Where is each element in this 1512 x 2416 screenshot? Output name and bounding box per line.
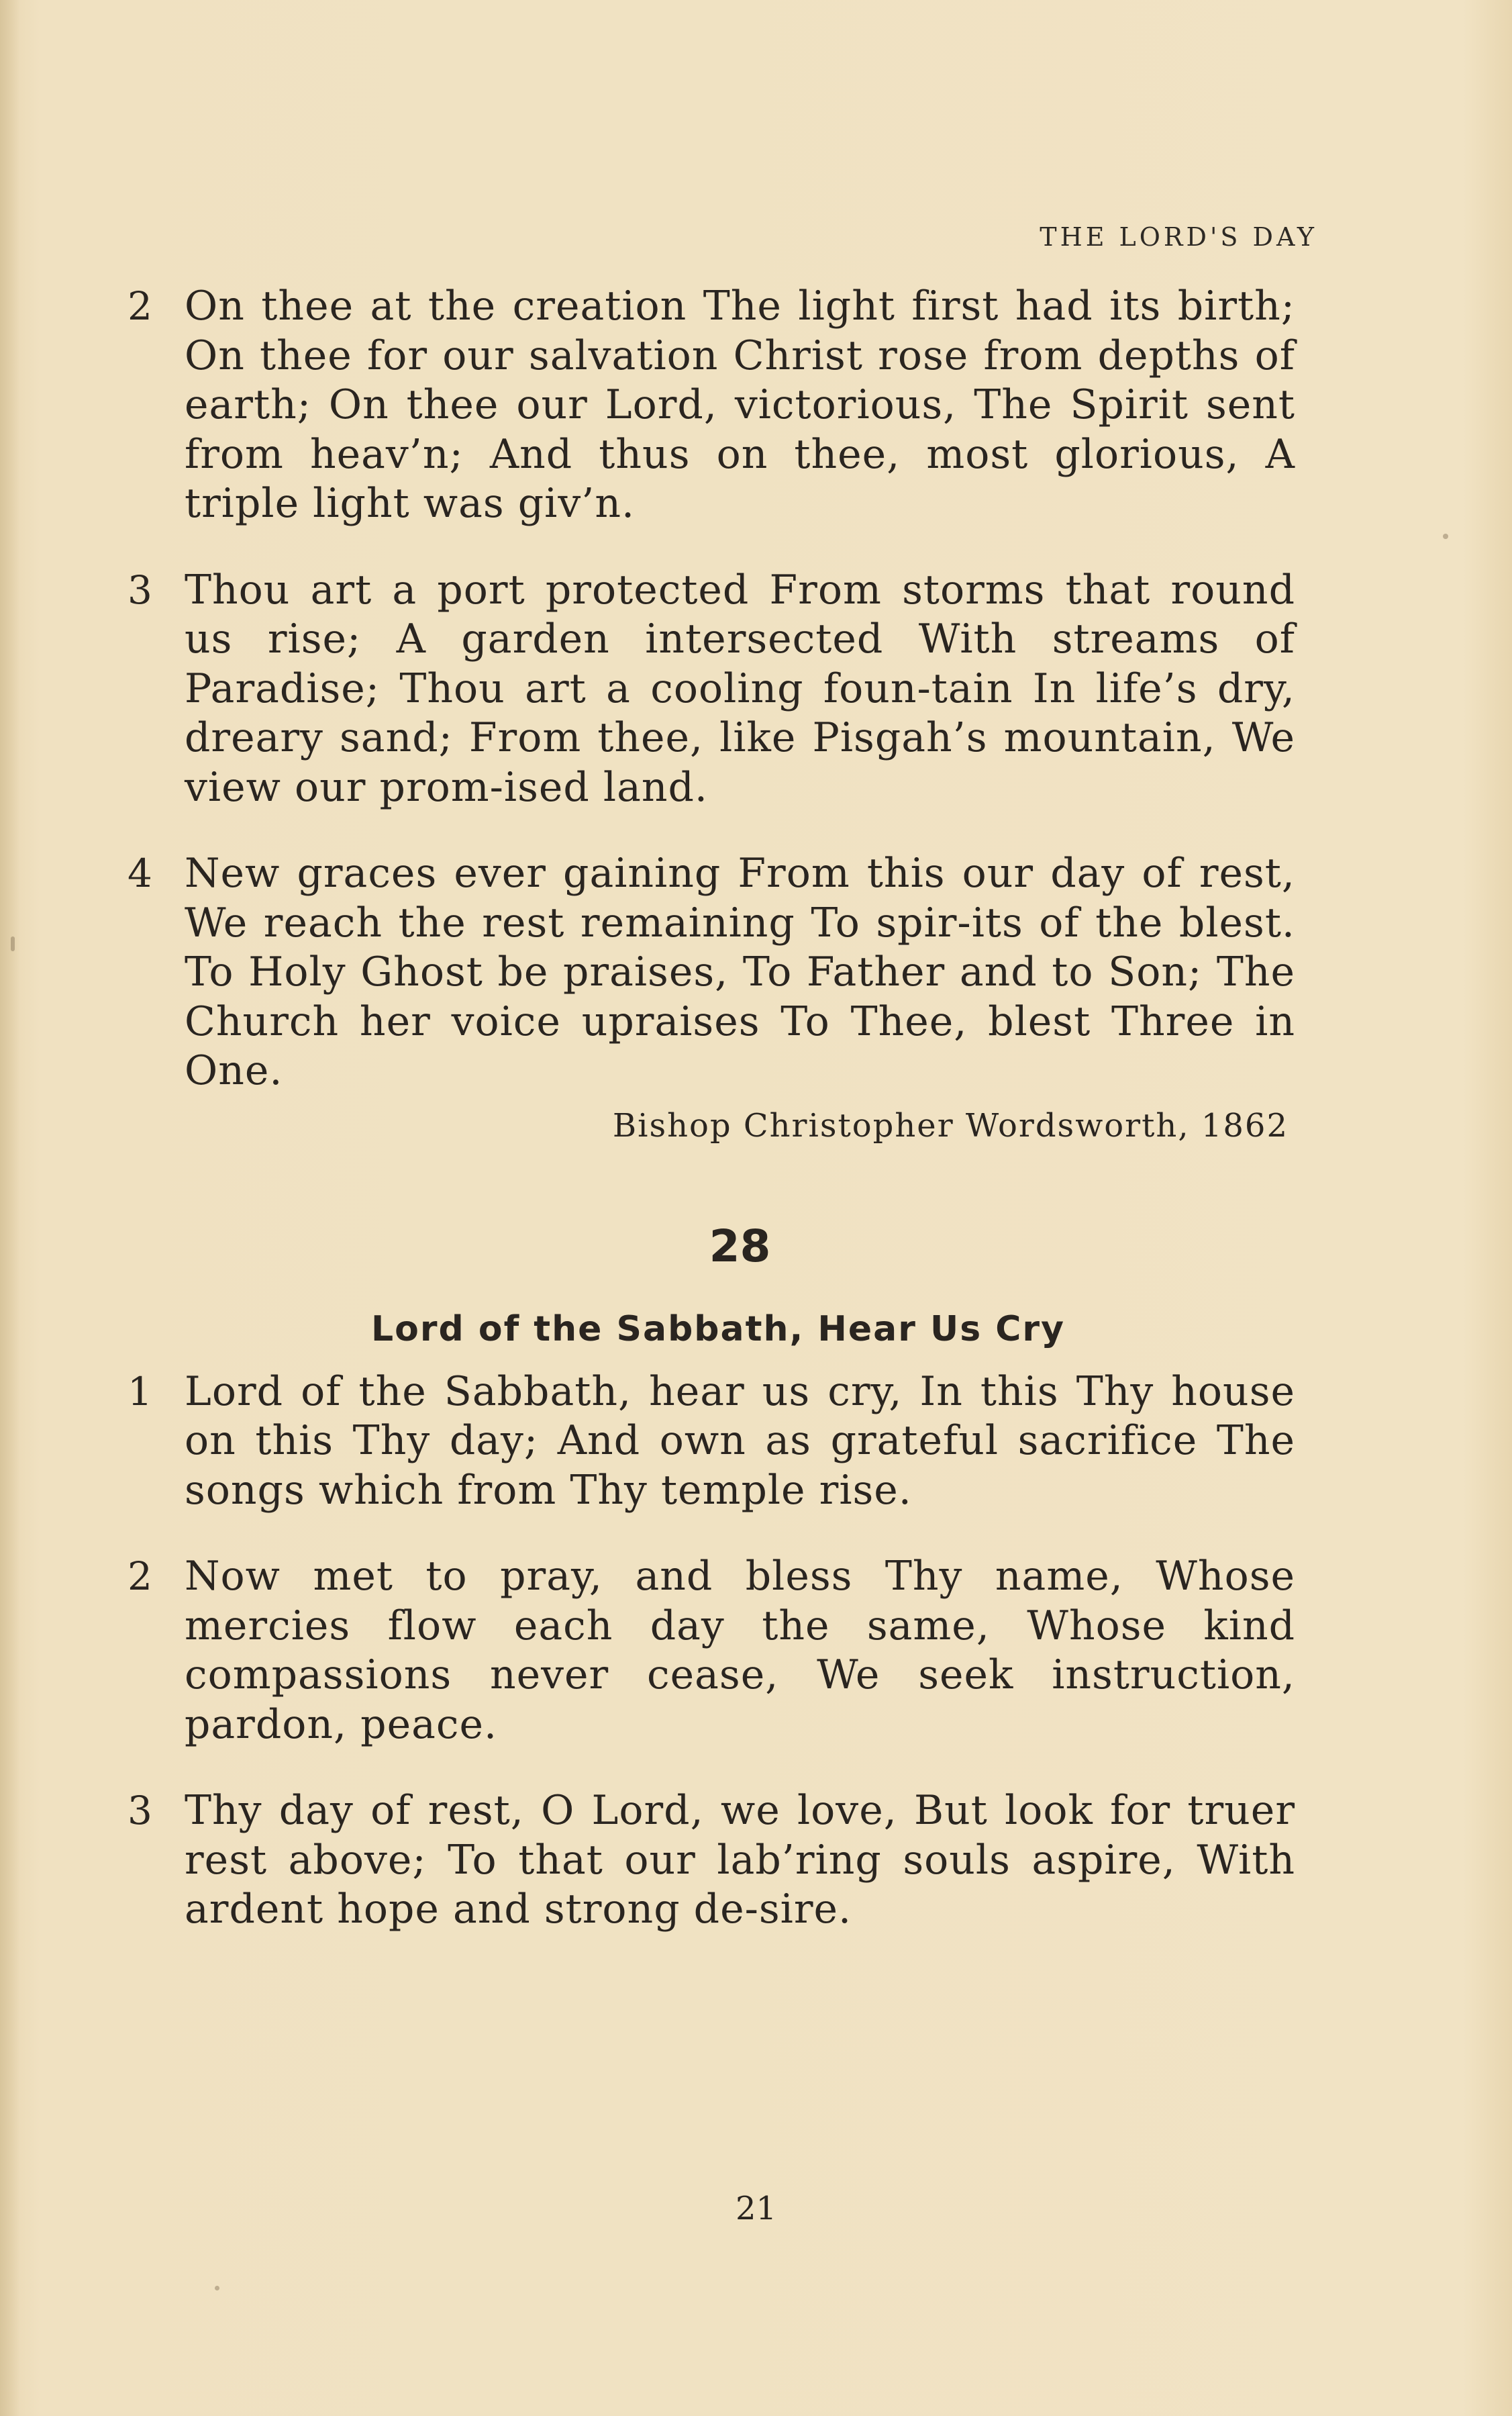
paper-speck xyxy=(11,936,15,951)
page-number: 21 xyxy=(735,2190,777,2227)
stanza-number: 4 xyxy=(128,851,153,896)
stanza-text: Now met to pray, and bless Thy name, Whose mercies flow each day the same, Whose kind compassions never cease, We seek instruction, pardon, peace. xyxy=(185,1553,1295,1748)
paper-speck xyxy=(1443,534,1448,539)
hymn-27-attribution: Bishop Christopher Wordsworth, 1862 xyxy=(612,1106,1289,1145)
stanza-number: 3 xyxy=(128,1788,153,1833)
running-head: THE LORD'S DAY xyxy=(1040,222,1317,252)
hymn-28-stanza-2 xyxy=(128,1552,1295,1749)
stanza-number: 2 xyxy=(128,1553,153,1599)
hymn-27-stanza-3 xyxy=(128,566,1295,813)
page-content xyxy=(128,282,1295,1935)
page-gutter-shadow xyxy=(0,0,20,2416)
stanza-number: 1 xyxy=(128,1368,153,1414)
hymn-27-stanza-4 xyxy=(128,849,1295,1096)
hymn-27-stanza-2 xyxy=(128,282,1295,529)
hymn-28-title: Lord of the Sabbath, Hear Us Cry xyxy=(371,1308,1065,1349)
stanza-number: 3 xyxy=(128,567,153,613)
stanza-text: Thou art a port protected From storms that round us rise; A garden intersected With streams of Paradise; Thou art a cooling foun-tain In life’s dry, dreary sand; From thee, like Pisgah’s mountain, We view our prom-ised land. xyxy=(185,566,1295,811)
hymn-28-stanza-3 xyxy=(128,1786,1295,1935)
stanza-number: 2 xyxy=(128,283,153,329)
stanza-text: Thy day of rest, O Lord, we love, But look for truer rest above; To that our lab’ring souls aspire, With ardent hope and strong de-sire. xyxy=(185,1787,1295,1933)
stanza-text: Lord of the Sabbath, hear us cry, In this Thy house on this Thy day; And own as grateful sacrifice The songs which from Thy temple rise. xyxy=(185,1367,1295,1514)
stanza-text: New graces ever gaining From this our day of rest, We reach the rest remaining To spir-its of the blest. To Holy Ghost be praises, To Father and to Son; The Church her voice upraises To Thee, blest Three in One. xyxy=(185,850,1295,1094)
paper-speck xyxy=(215,2286,219,2290)
hymn-28-number: 28 xyxy=(709,1220,771,1272)
hymn-28-stanza-1 xyxy=(128,1367,1295,1516)
stanza-text: On thee at the creation The light first had its birth; On thee for our salvation Christ rose from depths of earth; On thee our Lord, victorious, The Spirit sent from heav’n; And thus on thee, most glorious, A triple light was giv’n. xyxy=(185,283,1295,527)
